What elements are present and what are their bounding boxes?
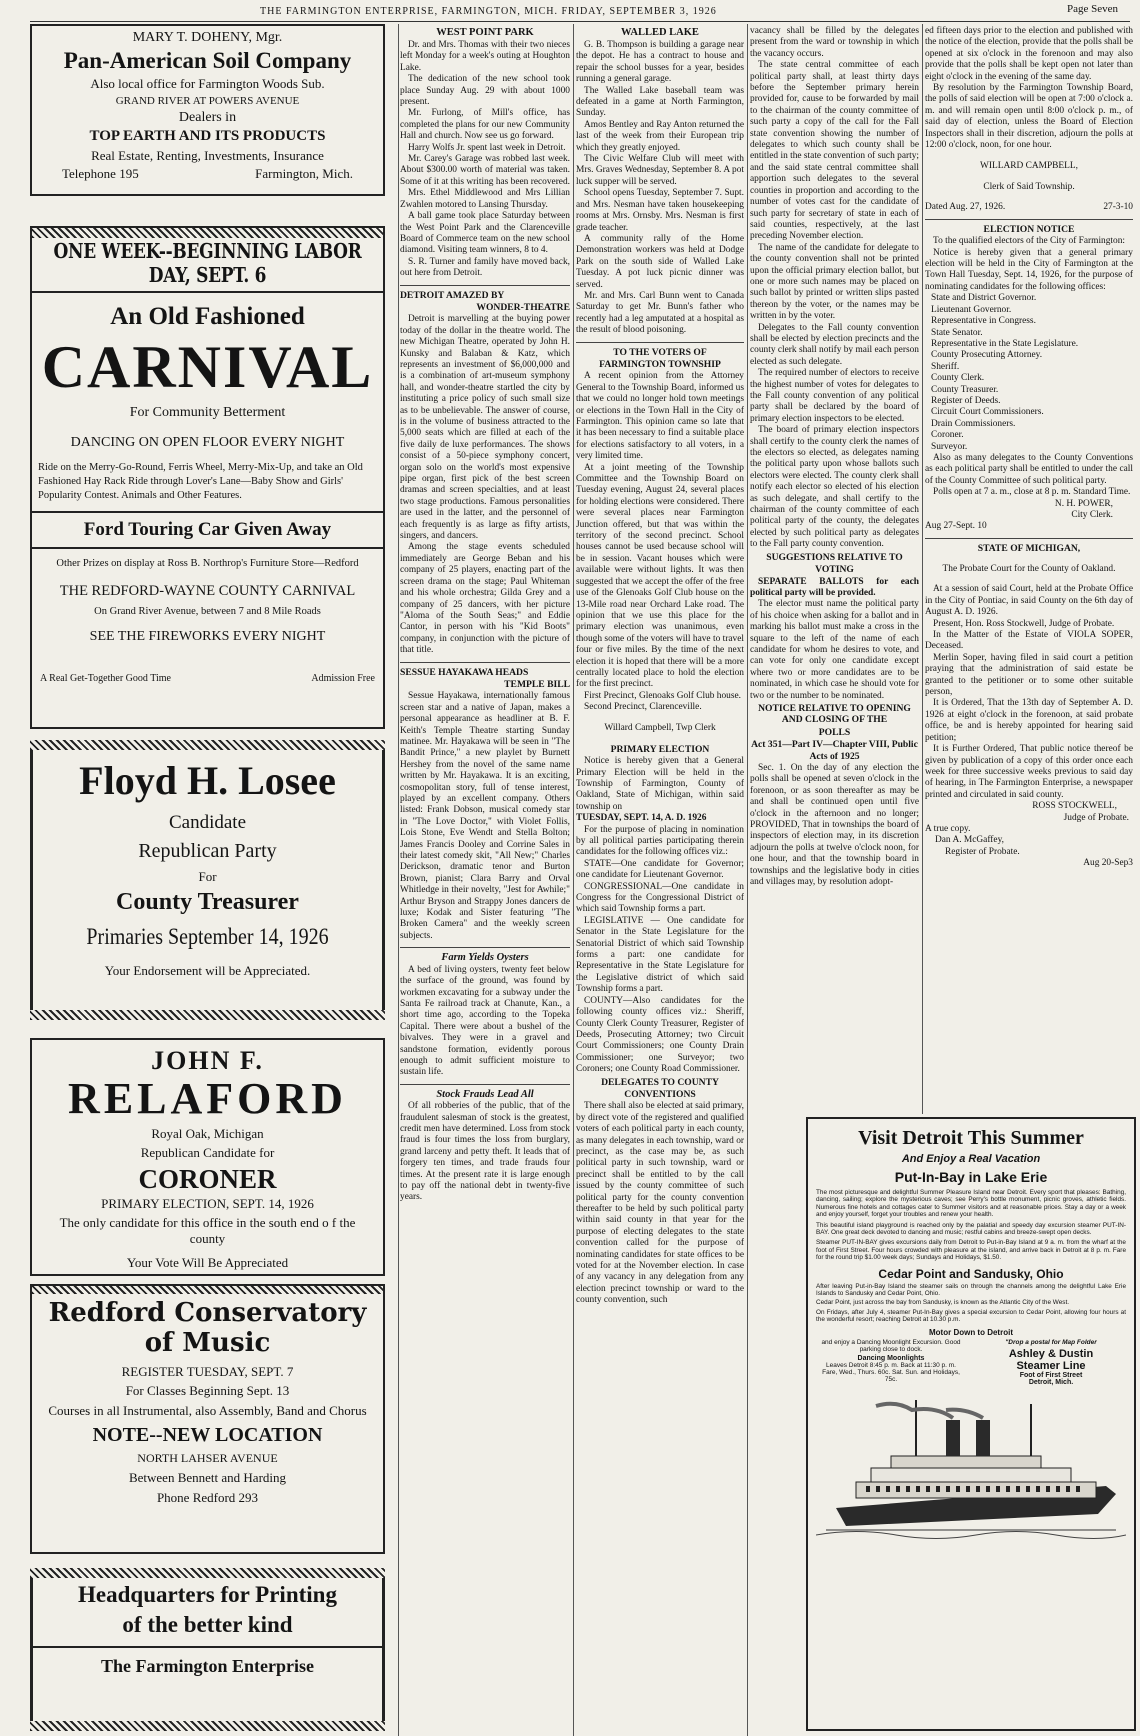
delegates-heading: DELEGATES TO COUNTY xyxy=(601,1076,719,1088)
offices-list xyxy=(925,293,1133,453)
office-item: Drain Commissioners. xyxy=(931,418,1016,429)
west-point-para: Mrs. Ethel Middlewood and Mrs Lillian Zwahlen motored to Lansing Thursday. xyxy=(400,188,570,210)
office-item: Representative in Congress. xyxy=(931,316,1036,327)
primary-para: LEGISLATIVE — One candidate for Senator in the State Legislature for the Senatorial District of which said Township forms a part: one candidate for Representative in the State Legislature for the Legislative district of which said Township forms a part. xyxy=(576,915,744,995)
soil-line2: GRAND RIVER AT POWERS AVENUE xyxy=(115,95,300,107)
carnival-fireworks: SEE THE FIREWORKS EVERY NIGHT xyxy=(89,629,326,644)
printing-border-top xyxy=(30,1568,385,1578)
steamer-illustration xyxy=(808,1390,1134,1540)
visit-detroit-ad xyxy=(806,1117,1136,1731)
carnival-line2: For Community Betterment xyxy=(129,405,286,420)
losee-party: Republican Party xyxy=(138,840,277,862)
probate-para: At a session of said Court, held at the Probate Office in the City of Pontiac, in said County on the 6th day of August A. D. 1926. xyxy=(925,584,1133,618)
soil-line1: Also local office for Farmington Woods Sub. xyxy=(90,76,325,91)
probate-subheading: The Probate Court for the County of Oakland. xyxy=(942,563,1116,574)
relaford-first: JOHN F. xyxy=(151,1046,264,1075)
soil-line5: Real Estate, Renting, Investments, Insurance xyxy=(91,148,324,163)
soil-contact-row xyxy=(32,166,383,182)
losee-candidate: Candidate xyxy=(168,812,247,833)
relaford-town: Royal Oak, Michigan xyxy=(151,1126,264,1141)
losee-endorse: Your Endorsement will be Appreciated. xyxy=(104,963,311,978)
west-point-para: S. R. Turner and family have moved back, out here from Detroit. xyxy=(400,256,570,279)
losee-for: For xyxy=(198,869,217,884)
detroit-body: On Fridays, after July 4, steamer Put-In-Bay gives a special excursion to Cedar Point, allowing four hours at the wonderful resort; reaching Detroit at 10.30 p.m. xyxy=(816,1308,1126,1324)
voters-para: A recent opinion from the Attorney General to the Township Board, informed us that we could no longer hold town meetings or elections in the Town Hall in the City of Farmington. This opinion came so late that it has been necessary to find a suitable place for elections satisfactory to all voters, in a very limited time. xyxy=(576,371,744,462)
carnival-divider-2 xyxy=(32,511,383,513)
election-notice-para: To the qualified electors of the City of Farmington: xyxy=(933,236,1126,247)
carnival-ford: Ford Touring Car Given Away xyxy=(83,519,332,540)
soil-line4: TOP EARTH AND ITS PRODUCTS xyxy=(89,128,326,144)
column-vacancy xyxy=(750,26,919,1116)
polls-subheading: POLLS xyxy=(818,726,851,738)
carnival-road: On Grand River Avenue, between 7 and 8 Mile Roads xyxy=(94,606,321,617)
conservatory-avenue: NORTH LAHSER AVENUE xyxy=(137,1451,278,1465)
signature: ROSS STOCKWELL, xyxy=(1032,801,1117,812)
conservatory-classes: For Classes Beginning Sept. 13 xyxy=(125,1383,290,1398)
conservatory-border-top xyxy=(32,1286,383,1294)
vacancy-para: The state central committee of each political party shall, at least thirty days before the September primary herein provided for, cause to be forwarded by mail to the chairman of the county committee of such party a copy of the call for the Fall state convention showing the number of delegates to which such county shall be entitled in the state convention of such party; and the said state central committee shall apportion such delegates to the several counties in proportion and according to the number of votes cast for the candidate of such party for secretary of state in each of said counties, respectively, at the last preceding November election. xyxy=(750,60,919,242)
west-point-para: The dedication of the new school took place Sunday Aug. 29 with about 1000 present. xyxy=(400,74,570,108)
walled-lake-para: The Walled Lake baseball team was defeated in a game at North Farmington, Sunday. xyxy=(576,85,744,119)
voters-para: At a joint meeting of the Township Committee and the Township Board on Tuesday evening, August 24, several places for holding elections were considered. There were several places near Farmington Junction offered, but that was within the territory of the second precinct. School houses cannot be used because school will be in session. Vacant houses which were available were without lights. It was then suggested that we accept the offer of the free use of the Glenoaks Golf Club house on the 13-Mile road near Orchard Lake road. The opinion that we use this place for the primary election was unanimous, even though some of the voters will have to travel four or five miles. By the time of the next election it is hoped that there will be a more centrally located place to hold the election for the first precinct. xyxy=(576,462,744,690)
office-item: Lieutenant Governor. xyxy=(931,304,1012,315)
election-notice-para: Polls open at 7 a. m., close at 8 p. m. Standard Time. xyxy=(933,487,1131,498)
office-item: County Treasurer. xyxy=(931,384,999,395)
office-item: Sheriff. xyxy=(931,361,960,372)
divider xyxy=(400,662,570,663)
divider xyxy=(925,219,1133,220)
conservatory-between: Between Bennett and Harding xyxy=(128,1470,287,1485)
steamer-line: Steamer Line xyxy=(1016,1359,1086,1372)
probate-heading: STATE OF MICHIGAN, xyxy=(977,542,1081,554)
column-rule-3 xyxy=(747,24,748,1736)
probate-para: It is Further Ordered, That public notice thereof be given by publication of a copy of this order once each week for three successive weeks previous to said day of hearing, in The Farmington Enterprise, a newspaper printed and circulated in said county. xyxy=(925,744,1133,800)
steamer-ship-icon xyxy=(816,1390,1126,1540)
hayakawa-para: Sessue Hayakawa, internationally famous screen star and a native of Japan, makes a personal appearance as headliner at B. F. Keith's Temple Theatre starting Sunday matinee. Mr. Hayakawa will be seen in "The Bandit Prince," a new playlet by Burnett Hershey from the novel of the same name written by Mr. Hayakawa. It is an exciting, cosmopolitan story, full of tense interest, played by an excellent company. Others listed: Frank Dobson, musical comedy star in "The Love Doctor," with Violet Follis, Lois Stone, Eve Wendt and Stella Bolton; James Francis Dooley and Corrine Sales in their latest comedy skit, "All New;" Charles Derickson, dramatic tenor and Burton Brown, pianist; Clara Barry and Orval Whitledge in their novelty, "Jest for Awhile;" Arthur Bryson and Strappy Jones dancers de luxe; Kodak and Sister featuring "The Broken Camera" and the weekly screen subjects. xyxy=(400,691,570,941)
theatre-para: Detroit is marvelling at the buying power today of the dollar in the theatre world. The new Michigan Theatre, operated by John H. Kunsky and Balaban & Katz, which represents an investment of $6,000,000 and is a combination of art-museum symphony hall, and wonder-theatre startled the city by instituting a price policy of such small size as to be unbelievable. The answer of course, is in the volume of business attracted to the 5,000 seats which are filled at each of the five daily de luxe performances. The shows consist of a 50-piece symphony concert, organ solo on the world's most expensive pipe organ, first pick of the best screen dramas and screen specialties, and at least two stage productions. Famous personalities are used in the latter, and the personnel of each frequently is as large as fifty artists, singers, and dancers. xyxy=(400,314,570,542)
vacancy-para: The board of primary election inspectors shall certify to the county clerk the names of the electors so elected, as delegates naming the political party upon whose ballots such electors were elected. The county clerk shall notify each elector so elected of his election as such delegate, and shall certify to the chairman of the county committee of each political party of the county, the delegates elected by such political party as delegates to the Fall party county convention. xyxy=(750,425,919,550)
losee-border-top xyxy=(30,740,385,750)
primary-election-heading: PRIMARY ELECTION xyxy=(610,743,710,755)
divider xyxy=(576,342,744,343)
walled-lake-para: The Civic Welfare Club will meet with Mrs. Graves Wednesday, September 8. A pot luck supper will be served. xyxy=(576,154,744,187)
office-item: County Prosecuting Attorney. xyxy=(931,350,1043,361)
probate-para: In the Matter of the Estate of VIOLA SOPER, Deceased. xyxy=(925,630,1133,652)
detroit-body: Leaves Detroit 8:45 p. m. Back at 11:30 p. m. xyxy=(826,1361,956,1369)
suggestions-subheading: VOTING xyxy=(815,564,854,576)
vacancy-para: Delegates to the Fall county convention shall be elected by election precincts and the county clerk shall notify by mail each person elected as such delegate. xyxy=(750,322,919,367)
stock-frauds-para: Of all robberies of the public, that of the fraudulent salesman of stock is the greatest, credit men have determined. Loss from stock fraud is four times the loss from burglary, grand larceny and petty theft. It leads that of forgery ten times, and trade frauds four times. At the present rate it is large enough to pay off the national debt in twenty-five years. xyxy=(400,1101,570,1203)
west-point-heading: WEST POINT PARK xyxy=(436,27,534,38)
office-item: County Clerk. xyxy=(931,373,985,384)
election-notice-para: Notice is hereby given that a general primary election will be held in the City of Farmington at the Town Hall Tuesday, Sept. 14, 1926, for the purpose of nominating candidates for the following offices: xyxy=(925,247,1133,292)
conservatory-courses: Courses in all Instrumental, also Assembly, Band and Chorus xyxy=(48,1403,367,1418)
office-item: State and District Governor. xyxy=(931,293,1037,304)
west-point-para: Dr. and Mrs. Thomas with their two nieces left Monday for a week's outing at Houghton Lake. xyxy=(400,40,570,73)
carnival-line3: DANCING ON OPEN FLOOR EVERY NIGHT xyxy=(70,435,345,450)
polls-continued: ed fifteen days prior to the election and published with the notice of the election, provide that the polls shall be opened at six o'clock in the forenoon and may also provide that the polls shall be kept open not later than eight o'clock in the evening of the same day. xyxy=(925,26,1133,82)
relaford-vote: Your Vote Will Be Appreciated xyxy=(126,1255,289,1270)
carnival-ad xyxy=(30,226,385,729)
printing-line2: of the better kind xyxy=(122,1612,293,1637)
printing-ad xyxy=(30,1568,385,1731)
detroit-title: Visit Detroit This Summer xyxy=(858,1127,1084,1149)
soil-company-ad xyxy=(30,24,385,196)
polls-heading: NOTICE RELATIVE TO OPENING AND CLOSING OF THE xyxy=(758,702,911,726)
oysters-para: A bed of living oysters, twenty feet below the surface of the ground, was found by workmen excavating for a subway under the Santa Fe railroad track at Chanute, Kan., a short time ago, according to the Topeka Capital. There were about a bushel of the bivalves. They were in a gravel and sandstone formation, evidently porous enough to admit sufficient moisture to sustain life. xyxy=(400,964,570,1078)
election-notice-heading: ELECTION NOTICE xyxy=(983,223,1075,235)
losee-date: Primaries September 14, 1926 xyxy=(86,924,329,950)
losee-office: County Treasurer xyxy=(116,889,299,915)
voters-signature: Willard Campbell, Twp Clerk xyxy=(604,722,716,733)
dated-code: 27-3-10 xyxy=(1103,202,1133,213)
detroit-mich: Detroit, Mich. xyxy=(1028,1378,1074,1386)
soil-mgr: MARY T. DOHENY, Mgr. xyxy=(132,30,283,45)
office-item: Circuit Court Commissioners. xyxy=(931,407,1044,418)
hayakawa-heading: SESSUE HAYAKAWA HEADS xyxy=(400,666,529,678)
column-rule-2 xyxy=(573,24,574,1736)
primary-para: Notice is hereby given that a General Primary Election will be held in the Township of Farmington, County of Oakland, State of Michigan, within said township on xyxy=(576,756,744,812)
voters-para: Second Precinct, Clarenceville. xyxy=(584,702,702,713)
losee-border-bottom xyxy=(30,1010,385,1020)
printing-divider xyxy=(33,1646,382,1648)
carnival-footer xyxy=(32,673,383,684)
relaford-office: CORONER xyxy=(138,1164,277,1194)
column-rule-4 xyxy=(922,24,923,1114)
dated: Dated Aug. 27, 1926. xyxy=(925,202,1006,213)
conservatory-title1: Redford Conservatory xyxy=(48,1298,367,1328)
probate-para: Present, Hon. Ross Stockwell, Judge of Probate. xyxy=(933,618,1115,629)
losee-name: Floyd H. Losee xyxy=(79,758,336,803)
office-item: Surveyor. xyxy=(931,441,968,452)
signature: Dan A. McGaffey, xyxy=(935,835,1004,846)
conservatory-phone: Phone Redford 293 xyxy=(156,1490,259,1505)
relaford-ad xyxy=(30,1038,385,1276)
divider xyxy=(400,285,570,286)
carnival-banner: ONE WEEK--BEGINNING LABOR DAY, SEPT. 6 xyxy=(53,240,362,288)
carnival-footer-right: Admission Free xyxy=(311,673,375,684)
conservatory-title2: of Music xyxy=(144,1328,271,1358)
dated-row xyxy=(925,202,1133,213)
column-rule-1 xyxy=(398,24,399,1736)
signature: Clerk of Said Township. xyxy=(983,181,1075,192)
vacancy-para: vacancy shall be filled by the delegates present from the ward or township in which the vacancy occurs. xyxy=(750,26,919,59)
soil-company-name: Pan-American Soil Company xyxy=(63,48,352,73)
divider xyxy=(925,538,1133,539)
probate-para: Merlin Soper, having filed in said court a petition praying that the administration of said estate be granted to the petitioner or to some other suitable person, xyxy=(925,652,1133,698)
resolution-para: By resolution by the Farmington Township Board, the polls of said election will be open at 7:00 o'clock a. m. and will remain open until 8:00 o'clock p. m., of said day of election, unless the Board of Election Inspectors shall in their discretion, adjourn the polls at 12:00 o'clock, noon, for one hour. xyxy=(925,83,1133,151)
true-copy: A true copy. xyxy=(925,823,971,834)
conservatory-register: REGISTER TUESDAY, SEPT. 7 xyxy=(121,1364,294,1379)
relaford-last: RELAFORD xyxy=(68,1074,347,1123)
vacancy-para: The elector must name the political party of his choice when asking for a ballot and in marking his ballot must make a cross in the square to the left of the name of each candidate for whom he desires to vote, and can vote for only one candidate except where two or more candidates are to be nominated, in which case he should vote for two or the number to be nominated. xyxy=(750,599,919,701)
office-item: State Senator. xyxy=(931,327,983,338)
top-rule xyxy=(30,21,1130,22)
carnival-divider-3 xyxy=(32,547,383,549)
office-item: Representative in the State Legislature. xyxy=(931,338,1079,349)
carnival-title: CARNIVAL xyxy=(41,334,374,400)
printing-line3: The Farmington Enterprise xyxy=(101,1656,314,1676)
carnival-footer-left: A Real Get-Together Good Time xyxy=(40,673,171,684)
voters-para: First Precinct, Glenoaks Golf Club house. xyxy=(584,690,742,701)
relaford-only: The only candidate for this office in the south end o f the county xyxy=(59,1215,356,1246)
carnival-divider-1 xyxy=(32,291,383,293)
detroit-amazed-heading: DETROIT AMAZED BY xyxy=(400,289,505,301)
relaford-date: PRIMARY ELECTION, SEPT. 14, 1926 xyxy=(101,1196,314,1211)
printing-border-bottom xyxy=(30,1721,385,1731)
separate-ballots: SEPARATE BALLOTS for each political party will be provided. xyxy=(750,576,919,598)
printing-line1: Headquarters for Printing xyxy=(78,1582,337,1607)
carnival-prizes: Other Prizes on display at Ross B. Northrop's Furniture Store—Redford xyxy=(56,558,359,569)
ashley-dustin: Ashley & Dustin xyxy=(1008,1347,1094,1360)
soil-line3: Dealers in xyxy=(178,110,237,125)
detroit-body: The most picturesque and delightful Summer Pleasure Island near Detroit. Every sport that pleases: Bathing, dancing, sailing; explore the mysterious caves; see Perry's bottle monument, picnic groves, athletic fields. Numerous fine hotels and cottages cater to Summer visitors and at reasonable prices. Stay a day or a week and enjoy yourself, forget your troubles and renew your health. xyxy=(816,1189,1126,1219)
walled-lake-para: Mr. and Mrs. Carl Bunn went to Canada Saturday to get Mr. Bunn's father who recently had a leg amputated at a hospital as the result of blood poisoning. xyxy=(576,290,744,336)
hayakawa-subheading: TEMPLE BILL xyxy=(504,678,570,690)
column-west-point xyxy=(400,26,570,1734)
divider xyxy=(400,1084,570,1085)
primary-para: COUNTY—Also candidates for the following county offices viz.: Sheriff, County Clerk County Treasurer, Register of Deeds, Prosecuting Attorney; two Circuit Court Commissioners; one County Drain Commissioner; one Surveyor; two Coroners; one County Road Commissioner. xyxy=(576,995,744,1075)
detroit-body: Cedar Point, just across the bay from Sandusky, is known as the Atlantic City of the West. xyxy=(816,1299,1070,1307)
signature: Judge of Probate. xyxy=(1063,812,1129,823)
notice-code: Aug 27-Sept. 10 xyxy=(925,521,987,532)
vacancy-para: The required number of electors to receive the highest number of votes for delegates to the Fall county convention of any political party shall be declared by the board of primary election inspectors to be elected. xyxy=(750,368,919,424)
detroit-body: and enjoy a Dancing Moonlight Excursion. Good parking close to dock. xyxy=(821,1338,961,1353)
column-walled-lake xyxy=(576,26,744,1734)
walled-lake-para: G. B. Thompson is building a garage near the depot. He has a contract to house and repair the school busses for a year, besides running a general garage. xyxy=(576,40,744,85)
moonlight-block xyxy=(816,1339,966,1386)
soil-phone: Telephone 195 xyxy=(62,166,139,181)
west-point-para: A ball game took place Saturday between the West Point Park and the Clarenceville Board of Commerce team on the new school diamond. Visiting team winners, 8 to 4. xyxy=(400,211,570,256)
signature: WILLARD CAMPBELL, xyxy=(980,160,1078,171)
vacancy-para: The name of the candidate for delegate to the county convention shall not be printed upon the official primary election ballot, but one or more such names may be placed on such ballot by printed or written slips pasted thereon by the voter, or the names may be written in by the voter. xyxy=(750,242,919,322)
walled-lake-para: A community rally of the Home Demonstration workers was held at Dodge Park on the south side of Walled Lake Tuesday. A pot luck picnic dinner was served. xyxy=(576,233,744,290)
signature: City Clerk. xyxy=(1071,510,1113,521)
divider xyxy=(400,947,570,948)
primary-para: CONGRESSIONAL—One candidate in Congress for the Congressional District of which said Township forms a part. xyxy=(576,881,744,915)
notice-code: Aug 20-Sep3 xyxy=(1083,858,1133,869)
running-head: THE FARMINGTON ENTERPRISE, FARMINGTON, MICH. FRIDAY, SEPTEMBER 3, 1926 xyxy=(260,6,717,17)
conservatory-ad xyxy=(30,1284,385,1554)
carnival-line1: An Old Fashioned xyxy=(110,303,305,330)
relaford-party: Republican Candidate for xyxy=(140,1145,275,1160)
detroit-body: This beautiful island playground is reached only by the palatial and speedy day excursion steamer PUT-IN-BAY. One great deck devoted to dancing and music; restful cabins and breeze-swept open decks. xyxy=(816,1221,1126,1237)
carnival-border-top xyxy=(32,228,383,238)
column-right xyxy=(925,26,1133,1116)
carnival-name: THE REDFORD-WAYNE COUNTY CARNIVAL xyxy=(59,583,356,599)
delegates-para: There shall also be elected at said primary, by direct vote of the registered and qualified voters of each political party in each county, as many delegates in each township, ward or precinct, as the case may be, as such political party in such township, ward or precinct shall be entitled to by the call issued by the county committee of such political party for the county convention thereafter to be held by such political party within said county in that year for the purpose of electing delegates to the state convention called for the purpose of nominating candidates for state offices to be voted for at the November election. In case of any vacancy in any delegation from any election precinct township or ward to the county convention, such xyxy=(576,1101,744,1306)
conservatory-note: NOTE--NEW LOCATION xyxy=(92,1424,323,1446)
probate-para: It is Ordered, That the 13th day of September A. D. 1926 at eight o'clock in the forenoon, at said probate office, be and is hereby appointed for hearing said petition; xyxy=(925,698,1133,743)
walled-lake-para: School opens Tuesday, September 7. Supt. and Mrs. Nesman have taken housekeeping rooms at Mrs. Ornsby. Mrs. Nesman is first grade teacher. xyxy=(576,188,744,233)
office-item: Coroner. xyxy=(931,430,964,441)
election-notice-para: Also as many delegates to the County Conventions as each political party shall be entitled to under the call of the County Committee of such political party. xyxy=(925,452,1133,486)
walled-lake-para: Amos Bentley and Ray Anton returned the last of the week from their European trip which they greatly enjoyed. xyxy=(576,119,744,153)
soil-place: Farmington, Mich. xyxy=(255,166,353,181)
map-folder: "Drop a postal for Map Folder xyxy=(1005,1338,1097,1346)
detroit-amazed-subheading: WONDER-THEATRE xyxy=(476,301,570,313)
voters-heading: TO THE VOTERS OF xyxy=(613,346,707,358)
office-item: Register of Deeds. xyxy=(931,395,1001,406)
act-heading: Act 351—Part IV—Chapter VIII, Public Acts of 1925 xyxy=(751,739,918,762)
detroit-body: Fare, Wed., Thurs. 60c. Sat. Sun. and Holidays, 75c. xyxy=(822,1368,960,1383)
moonlight-heading: Dancing Moonlights xyxy=(857,1354,925,1362)
west-point-para: Harry Wolfs Jr. spent last week in Detroit. xyxy=(408,142,566,153)
page-number: Page Seven xyxy=(1066,3,1118,15)
put-in-bay-heading: Put-In-Bay in Lake Erie xyxy=(894,1169,1048,1185)
steamer-line-block xyxy=(976,1339,1126,1386)
signature: N. H. POWER, xyxy=(1054,498,1113,509)
cedar-point-heading: Cedar Point and Sandusky, Ohio xyxy=(878,1266,1064,1281)
losee-ad xyxy=(30,740,385,1030)
primary-para: For the purpose of placing in nomination by all political parties participating therein candidates for the following offices viz.: xyxy=(576,824,744,858)
detroit-body: Steamer PUT-IN-BAY gives excursions daily from Detroit to Put-in-Bay Island at 9 a. m. from the wharf at the foot of First Street. Four hours crowded with pleasure at the island, and arrive back in Detroit at 8 p. m. Fare for the round trip $1.00 week days; Sundays and Holidays, $1.50. xyxy=(816,1239,1126,1262)
west-point-para: Mr. Furlong, of Mill's office, has completed the plans for our new Community Hall and church. Now see us go forward. xyxy=(400,108,570,142)
voters-subheading: FARMINGTON TOWNSHIP xyxy=(599,358,721,370)
foot-of-street: Foot of First Street xyxy=(1019,1371,1083,1379)
west-point-para: Mr. Carey's Garage was robbed last week. About $300.00 worth of material was taken. Some of it at this writing has been recovered. xyxy=(400,154,570,187)
stock-frauds-heading: Stock Frauds Lead All xyxy=(436,1088,534,1100)
theatre-para: Among the stage events scheduled immediately are George Beban and his company of 25 players, enacting part of the screen drama on the stage; Paul Whiteman and his whole orchestra; Gilda Grey and a company of 25 dancers, with her picture "Aloma of the South Seas;" and Eddie Cantor, in person with his "Kid Boots" company, in conjunction with the picture of that title. xyxy=(400,542,570,656)
detroit-body: After leaving Put-in-Bay Island the steamer sails on through the channels among the delightful Lake Erie Islands to Sandusky and Cedar Point, Ohio. xyxy=(816,1282,1126,1298)
walled-lake-heading: WALLED LAKE xyxy=(621,27,699,38)
polls-para: Sec. 1. On the day of any election the polls shall be opened at seven o'clock in the forenoon, or as soon thereafter as may be and shall be continued open until five o'clock in the afternoon and no longer; PROVIDED, That in townships the board of inspectors of election may, in its discretion adjourn the polls at twelve o'clock noon, for one hour, and that the township board in townships and the legislative body in cities and villages may, by resolution adopt- xyxy=(750,763,919,888)
carnival-line4: Ride on the Merry-Go-Round, Ferris Wheel, Merry-Mix-Up, and take an Old Fashioned Hay Rack Ride through Lover's Lane—Baby Show and Girls' Popularity Contest. Animals and Other Features. xyxy=(38,462,363,501)
suggestions-heading: SUGGESTIONS RELATIVE TO xyxy=(766,551,903,563)
signature: Register of Probate. xyxy=(945,846,1020,857)
oysters-heading: Farm Yields Oysters xyxy=(441,952,529,964)
delegates-subheading: CONVENTIONS xyxy=(624,1088,696,1100)
motor-heading: Motor Down to Detroit xyxy=(929,1327,1013,1337)
primary-date: TUESDAY, SEPT. 14, A. D. 1926 xyxy=(576,813,707,824)
detroit-subtitle: And Enjoy a Real Vacation xyxy=(901,1153,1041,1165)
primary-para: STATE—One candidate for Governor; one candidate for Lieutenant Governor. xyxy=(576,858,744,881)
